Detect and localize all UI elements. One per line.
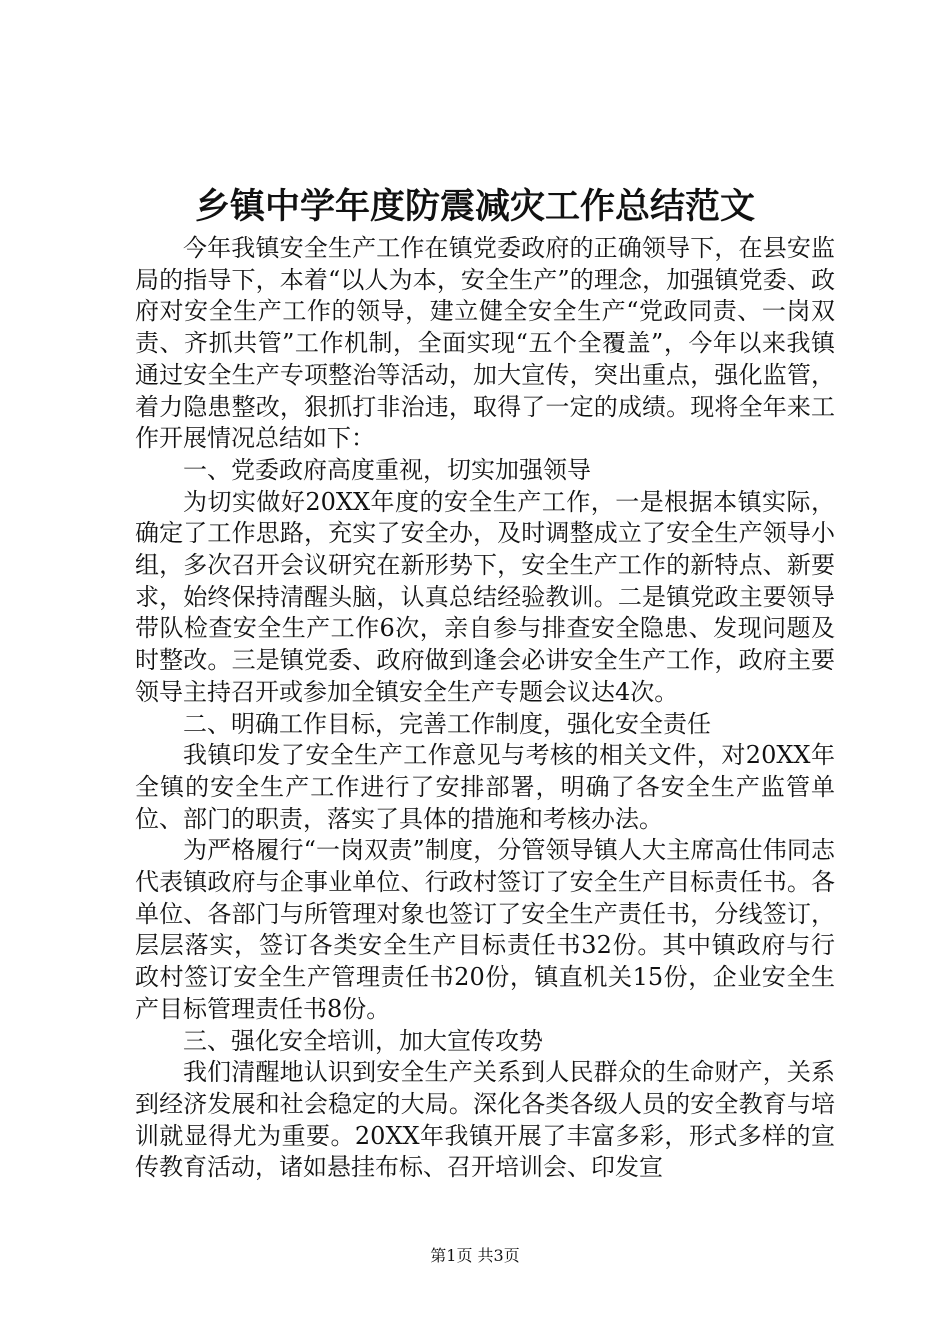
paragraph-section-3: 我们清醒地认识到安全生产关系到人民群众的生命财产，关系到经济发展和社会稳定的大局。深化各类各级人员的安全教育与培训就显得尤为重要。20XX年我镇开展了丰富多彩，形式多样的宣传教育活动，诸如悬挂布标、召开培训会、印发宣	[135, 1058, 835, 1182]
page-footer: 第1页 共3页	[430, 1246, 520, 1265]
section-heading-3: 三、强化安全培训，加大宣传攻势	[183, 1026, 543, 1055]
document-title: 乡镇中学年度防震减灾工作总结范文	[194, 186, 755, 227]
paragraph-section-2a: 我镇印发了安全生产工作意见与考核的相关文件，对20XX年全镇的安全生产工作进行了安排部署，明确了各安全生产监管单位、部门的职责，落实了具体的措施和考核办法。	[135, 741, 835, 833]
section-heading-1: 一、党委政府高度重视，切实加强领导	[183, 455, 591, 484]
document-body	[135, 233, 835, 1184]
section-heading-2: 二、明确工作目标，完善工作制度，强化安全责任	[183, 709, 711, 738]
paragraph-section-2b: 为严格履行“一岗双责”制度，分管领导镇人大主席高仕伟同志代表镇政府与企事业单位、行政村签订了安全生产目标责任书。各单位、各部门与所管理对象也签订了安全生产责任书，分线签订，层层落实，签订各类安全生产目标责任书32份。其中镇政府与行政村签订安全生产管理责任书20份，镇直机关15份，企业安全生产目标管理责任书8份。	[135, 836, 835, 1023]
paragraph-intro: 今年我镇安全生产工作在镇党委政府的正确领导下，在县安监局的指导下，本着“以人为本，安全生产”的理念，加强镇党委、政府对安全生产工作的领导，建立健全安全生产“党政同责、一岗双责、齐抓共管”工作机制，全面实现“五个全覆盖”，今年以来我镇通过安全生产专项整治等活动，加大宣传，突出重点，强化监管，着力隐患整改，狠抓打非治违，取得了一定的成绩。现将全年来工作开展情况总结如下：	[135, 234, 835, 453]
paragraph-section-1: 为切实做好20XX年度的安全生产工作，一是根据本镇实际，确定了工作思路，充实了安全办，及时调整成立了安全生产领导小组，多次召开会议研究在新形势下，安全生产工作的新特点、新要求，始终保持清醒头脑，认真总结经验教训。二是镇党政主要领导带队检查安全生产工作6次，亲自参与排查安全隐患、发现问题及时整改。三是镇党委、政府做到逢会必讲安全生产工作，政府主要领导主持召开或参加全镇安全生产专题会议达4次。	[135, 487, 835, 706]
